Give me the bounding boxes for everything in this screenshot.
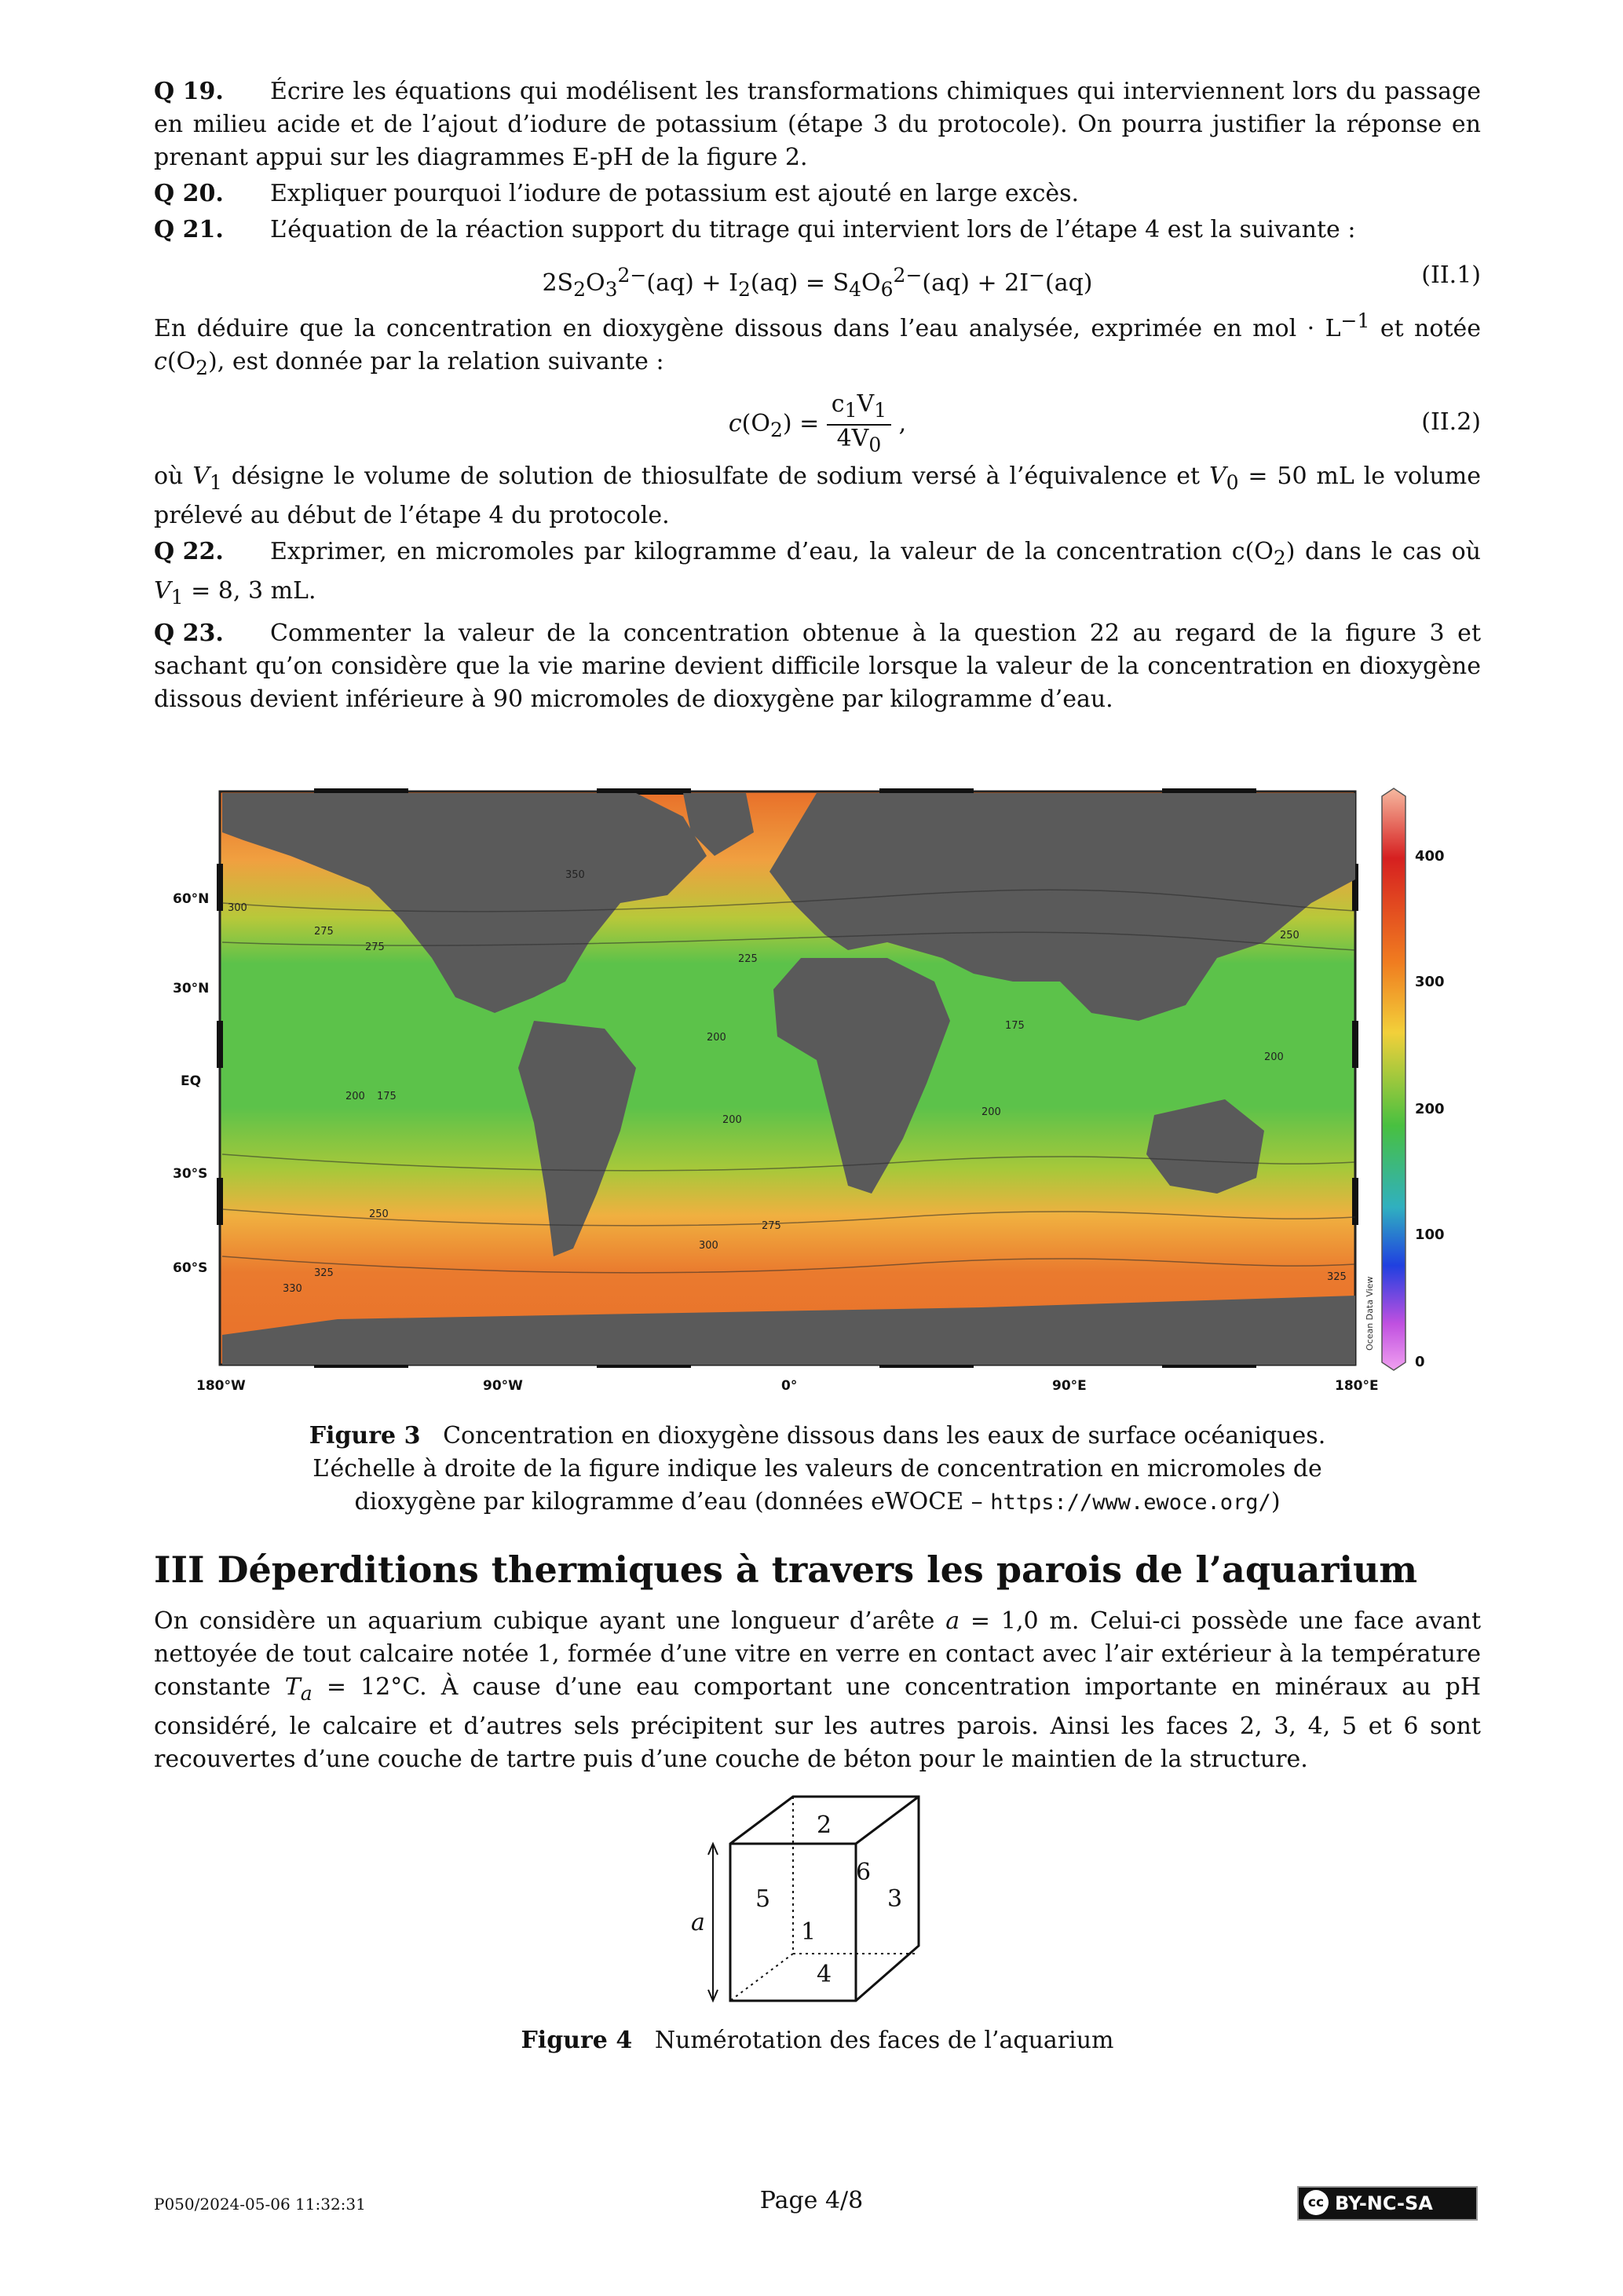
q22-label: Q 22. (154, 538, 224, 565)
q23-label: Q 23. (154, 620, 224, 647)
figure-4-caption (154, 2024, 1481, 2057)
face-label-5: 5 (755, 1885, 771, 1913)
contour-label: 330 (283, 1283, 302, 1295)
scale-label-300: 300 (1415, 974, 1445, 990)
contour-label: 175 (377, 1091, 397, 1102)
contour-label: 275 (365, 941, 385, 953)
equation-II2: $c(O_2)$ = $\frac{c_1V_1}{4V_0}$ , (II.2) (728, 390, 1481, 456)
odv-credit: Ocean Data View (1365, 1276, 1375, 1351)
lon-label-180w: 180°W (196, 1378, 246, 1394)
fig3-line3b: ) (1270, 1488, 1281, 1515)
contour-label: 300 (228, 902, 247, 914)
fig4-label: Figure 4 (521, 2027, 633, 2054)
q20-text: Expliquer pourquoi l’iodure de potassium est ajouté en large excès. (270, 180, 1080, 207)
face-label-6: 6 (856, 1859, 872, 1886)
question-23 (154, 617, 1481, 716)
contour-label: 275 (314, 926, 334, 938)
lon-label-90w: 90°W (483, 1378, 523, 1394)
q21b-text: est donnée par la relation suivante : (232, 348, 664, 375)
face-label-3: 3 (887, 1885, 903, 1913)
fig4-text: Numérotation des faces de l’aquarium (654, 2027, 1114, 2054)
lat-label-eq: EQ (181, 1073, 202, 1089)
contour-label: 200 (722, 1114, 742, 1126)
face-label-2: 2 (817, 1812, 832, 1839)
license-text: BY-NC-SA (1335, 2192, 1433, 2214)
question-19 (154, 75, 1481, 174)
face-label-4: 4 (817, 1961, 832, 1988)
lat-label-60n: 60°N (173, 891, 210, 907)
color-scale-bar (1382, 788, 1406, 1370)
q23-text: Commenter la valeur de la concentration obtenue à la question 22 au regard de la figure 3 et sachant qu’on considère que la vie marine devient difficile lorsque la valeur de la concentration en dioxygène dissous devient inférieure à 90 micromoles de dioxygène par kilogramme d’eau. (154, 620, 1481, 713)
q21-text: L’équation de la réaction support du titrage qui intervient lors de l’étape 4 est la suivante : (270, 216, 1356, 243)
scale-label-400: 400 (1415, 848, 1445, 865)
page-body (154, 75, 1481, 716)
question-20 (154, 177, 1481, 210)
license-badge[interactable] (1297, 2186, 1478, 2221)
q19-text: Écrire les équations qui modélisent les transformations chimiques qui interviennent lors du passage en milieu acide et de l’ajout d’iodure de potassium (étape 3 du protocole). On pourra justifier la réponse en prenant appui sur les diagrammes E-pH de la figure 2. (154, 78, 1481, 171)
q21-continuation: En déduire que la concentration en dioxygène dissous dans l’eau analysée, exprimée en mol · $L^{-1}$ et notée $c(O_2)$, est donnée par la relation suivante : (154, 309, 1482, 379)
contour-label: 350 (565, 869, 585, 881)
contour-label: 200 (345, 1091, 365, 1102)
fig3-label: Figure 3 (309, 1422, 421, 1450)
footer-id: P050/2024-05-06 11:32:31 (154, 2195, 366, 2214)
q21-definitions: où $V_1$ désigne le volume de solution de thiosulfate de sodium versé à l’équivalence et $V_0 = 50$ mL le volume prélevé au début de l’étape 4 du protocole. (154, 462, 1482, 529)
fig3-line3a: dioxygène par kilogramme d’eau (données eWOCE – (354, 1488, 991, 1515)
contour-label: 325 (1327, 1271, 1347, 1283)
cube-figure (660, 1789, 958, 2024)
figure-3-caption (154, 1420, 1481, 1519)
lat-label-60s: 60°S (173, 1260, 208, 1276)
eq1-number: (II.1) (1421, 261, 1481, 289)
section-3-intro: On considère un aquarium cubique ayant une longueur d’arête a = 1,0 m. Celui-ci possède une face avant nettoyée de tout calcaire notée 1, formée d’une vitre en verre en contact avec l’air extérieur à la température constante $T_a = 12^\circ C$. À cause d’une eau comportant une concentration importante en minéraux au pH considéré, le calcaire et d’autres sels précipitent sur les autres parois. Ainsi les faces 2, 3, 4, 5 et 6 sont recouvertes d’une couche de tartre puis d’une couche de béton pour le maintien de la structure. (154, 1607, 1481, 1773)
q19-label: Q 19. (154, 78, 224, 105)
fig3-url[interactable]: https://www.ewoce.org/ (990, 1490, 1271, 1515)
lon-label-180e: 180°E (1335, 1378, 1379, 1394)
eq2-number: (II.2) (1421, 408, 1481, 436)
scale-label-200: 200 (1415, 1101, 1445, 1117)
contour-label: 175 (1005, 1020, 1025, 1032)
q20-label: Q 20. (154, 180, 224, 207)
contour-label: 200 (707, 1032, 726, 1044)
contour-label: 225 (738, 953, 758, 965)
contour-label: 275 (762, 1220, 781, 1232)
equation-II1: $2S_2O_3^{2-}(aq) + I_2(aq) = S_4O_6^{2-}(aq) + 2I^-(aq)$ (II.1) (154, 253, 1481, 298)
oxygen-map-figure (173, 785, 1484, 1406)
cc-icon: cc (1303, 2190, 1329, 2215)
edge-length-label: a (691, 1909, 705, 1936)
contour-label: 325 (314, 1267, 334, 1279)
q21-label: Q 21. (154, 216, 224, 243)
contour-label: 250 (369, 1208, 389, 1220)
contour-label: 200 (981, 1106, 1001, 1118)
page-number: Page 4/8 (759, 2187, 864, 2214)
face-label-1: 1 (801, 1918, 817, 1946)
contour-label: 200 (1264, 1051, 1284, 1063)
fig3-line1: Concentration en dioxygène dissous dans les eaux de surface océaniques. (443, 1422, 1326, 1450)
lon-label-90e: 90°E (1052, 1378, 1087, 1394)
section-title: III Déperditions thermiques à travers les parois de l’aquarium (154, 1548, 1418, 1591)
contour-label: 300 (699, 1240, 718, 1252)
lon-label-0: 0° (781, 1378, 798, 1394)
question-21 (154, 214, 1481, 247)
fig3-line2: L’échelle à droite de la figure indique les valeurs de concentration en micromoles de (313, 1455, 1322, 1483)
question-22: Q 22. Exprimer, en micromoles par kilogramme d’eau, la valeur de la concentration $c(O_2)$ dans le cas où $V_1 = 8$, 3 mL. (154, 536, 1481, 614)
lat-label-30s: 30°S (173, 1166, 208, 1182)
scale-label-100: 100 (1415, 1227, 1445, 1243)
scale-label-0: 0 (1415, 1354, 1425, 1370)
lat-label-30n: 30°N (173, 981, 210, 996)
contour-label: 250 (1280, 930, 1299, 941)
